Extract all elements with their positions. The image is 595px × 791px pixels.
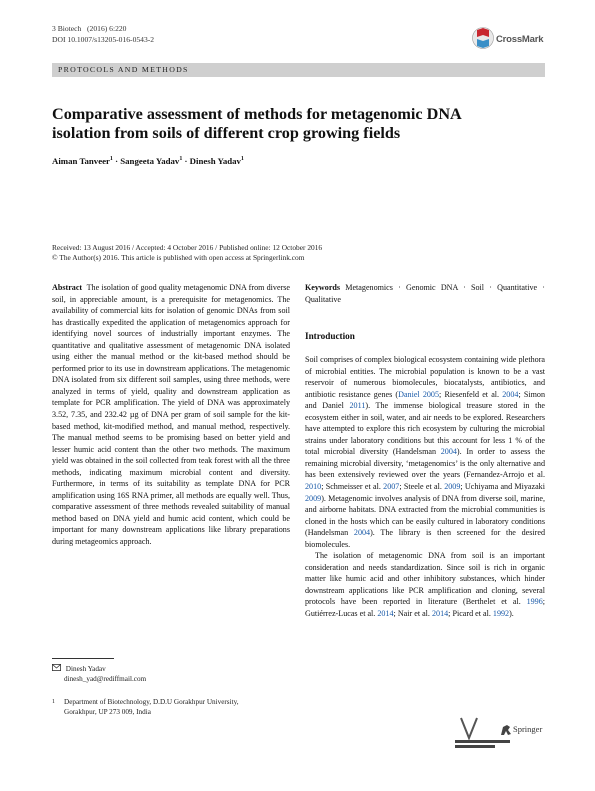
title-line-1: Comparative assessment of methods for metagenomic DNA bbox=[52, 105, 462, 123]
publisher-name: Springer bbox=[513, 724, 543, 734]
springer-horse-icon bbox=[499, 723, 513, 737]
citation-link[interactable]: 2004 bbox=[502, 389, 519, 399]
envelope-icon bbox=[52, 665, 63, 673]
doi[interactable]: DOI 10.1007/s13205-016-0543-2 bbox=[52, 35, 155, 44]
crossmark-label: CrossMark bbox=[496, 34, 544, 45]
intro-paragraph-1: Soil comprises of complex biological ecosystem containing wide plethora of microbial entities. The microbial population is known to be a vast reservoir of numerous biomolecules, biocatalysts, antibiotics, and antibiotic resistance genes (Daniel 2005; Riesenfeld et al. 2004; Simon and Daniel 2011). The immense biological treasure stored in the ecosystem either in soil, water, and air needs to be explored. Researchers have attempted to explore this rich ecosystem by culturing the microbial strains under laboratory conditions but this account for less 1 % of the total microbial diversity (Handelsman 2004). In order to assess the remaining microbial diversity, ‘metagenomics’ is the only alternative and has been extensively reviewed over the years (Fernandez-Arrojo et al. 2010; Schmeisser et al. 2007; Steele et al. 2009; Uchiyama and Miyazaki 2009). Metagenomic involves analysis of DNA from diverse soil, marine, and airborne habitats. DNA extracted from the microbial communities is cloned in the hosts which can be easily cultured in laboratory conditions (Handelsman 2004). The library is then screened for the desired biomolecules. bbox=[305, 355, 545, 549]
keywords-text: Metagenomics · Genomic DNA · Soil · Quantitative · Qualitative bbox=[305, 283, 545, 304]
intro-paragraph-2: The isolation of metagenomic DNA from soil is an important consideration and needs standardization. Since soil is rich in organic matter like humic acid and other inhibitory substances, which hinder downstream applications like PCR amplification and cloning, several protocols have been reported in literature (Berthelet et al. 1996; Gutiérrez-Lucas et al. 2014; Nair et al. 2014; Picard et al. 1992). bbox=[305, 551, 545, 619]
affil-number: 1 bbox=[52, 699, 55, 705]
keywords bbox=[305, 282, 545, 305]
author-sep: · bbox=[182, 156, 190, 166]
footnote-rule bbox=[52, 658, 114, 659]
author-1-affil: 1 bbox=[109, 156, 113, 163]
springer-logo bbox=[455, 714, 550, 752]
author-2-affil: 1 bbox=[179, 156, 183, 163]
introduction-heading: Introduction bbox=[305, 331, 355, 341]
crossmark-icon bbox=[472, 24, 494, 52]
dates-line: Received: 13 August 2016 / Accepted: 4 October 2016 / Published online: 12 October 2016 bbox=[52, 243, 323, 252]
citation-link[interactable]: 2009 bbox=[444, 482, 461, 492]
introduction-body bbox=[305, 354, 545, 620]
journal-info bbox=[52, 24, 126, 34]
author-3-affil: 1 bbox=[240, 156, 244, 163]
correspondence bbox=[52, 664, 146, 684]
affil-line-1: Department of Biotechnology, D.D.U Gorakhpur University, bbox=[64, 698, 239, 706]
citation-link[interactable]: 2014 bbox=[431, 609, 449, 619]
publication-dates bbox=[52, 243, 322, 262]
author-2[interactable]: Sangeeta Yadav bbox=[120, 156, 180, 166]
abstract-label: Abstract bbox=[52, 283, 83, 292]
affil-line-2: Gorakhpur, UP 273 009, India bbox=[64, 707, 151, 716]
title-line-2: isolation from soils of different crop growing fields bbox=[52, 124, 401, 142]
abstract-text: The isolation of good quality metagenomic DNA from diverse soil, in appreciable amount, is a prerequisite for metagenomics. The availability of commercial kits for isolation of genomic DNAs from soil has drastically expedited the application of metagenomics approach for identifying novel sources of industrially important enzymes. The quantitative and qualitative assessment of metagenomic DNA isolated using either the manual method or the kit-based method should be performed prior to its use in downstream applications. The metagenomic DNA isolated from six different soil samples, using three methods, were analyzed in terms of yield, quality and downstream application as template for PCR amplification. The yield of DNA was approximately 3.52, 7.35, and 232.42 µg of DNA per gram of soil sample for the kit-based method, kit-modified method, and manual method, respectively. The manual method seems to be promising based on better yield and lesser humic acid content than the other two methods. The maximum yield was obtained in the soil collected from teak forest with all the three methods, indicating maximum microbial content and diversity. Furthermore, in terms of its suitability as template DNA for PCR amplification using 16S RNA primer, all methods are equally well. Thus, comparative assessment of three methods revealed suitability of manual method based on DNA yield and humic acid content, which could be important for many downstream applications like library preparations during metageomics approach. bbox=[52, 283, 291, 547]
citation-link[interactable]: 2009 bbox=[305, 493, 322, 503]
article-title bbox=[52, 105, 532, 143]
author-list bbox=[52, 156, 244, 166]
section-banner-label: PROTOCOLS AND METHODS bbox=[58, 65, 189, 74]
citation-link[interactable]: 2007 bbox=[383, 482, 400, 492]
author-sep: · bbox=[112, 156, 121, 166]
volume-info: (2016) 6:220 bbox=[87, 24, 127, 33]
abstract bbox=[52, 282, 290, 548]
citation-link[interactable]: 2004 bbox=[353, 528, 371, 538]
citation-link[interactable]: 1996 bbox=[526, 597, 543, 607]
citation-link[interactable]: 2011 bbox=[349, 401, 366, 411]
citation-link[interactable]: 1992 bbox=[492, 609, 510, 619]
corresp-email[interactable]: dinesh_yad@rediffmail.com bbox=[64, 674, 147, 683]
affiliation bbox=[52, 698, 239, 716]
citation-link[interactable]: Daniel 2005 bbox=[398, 389, 440, 399]
section-banner bbox=[52, 63, 545, 77]
crossmark-badge[interactable] bbox=[472, 24, 552, 54]
author-3[interactable]: Dinesh Yadav bbox=[189, 156, 241, 166]
citation-link[interactable]: 2014 bbox=[377, 609, 394, 619]
corresp-name: Dinesh Yadav bbox=[65, 665, 106, 673]
copyright-line: © The Author(s) 2016. This article is published with open access at Springerlink.com bbox=[52, 252, 305, 262]
keywords-label: Keywords bbox=[305, 283, 341, 292]
citation-link[interactable]: 2010 bbox=[305, 482, 322, 492]
citation-link[interactable]: 2004 bbox=[440, 447, 457, 457]
author-1[interactable]: Aiman Tanveer bbox=[52, 156, 110, 166]
journal-name: 3 Biotech bbox=[52, 24, 82, 33]
